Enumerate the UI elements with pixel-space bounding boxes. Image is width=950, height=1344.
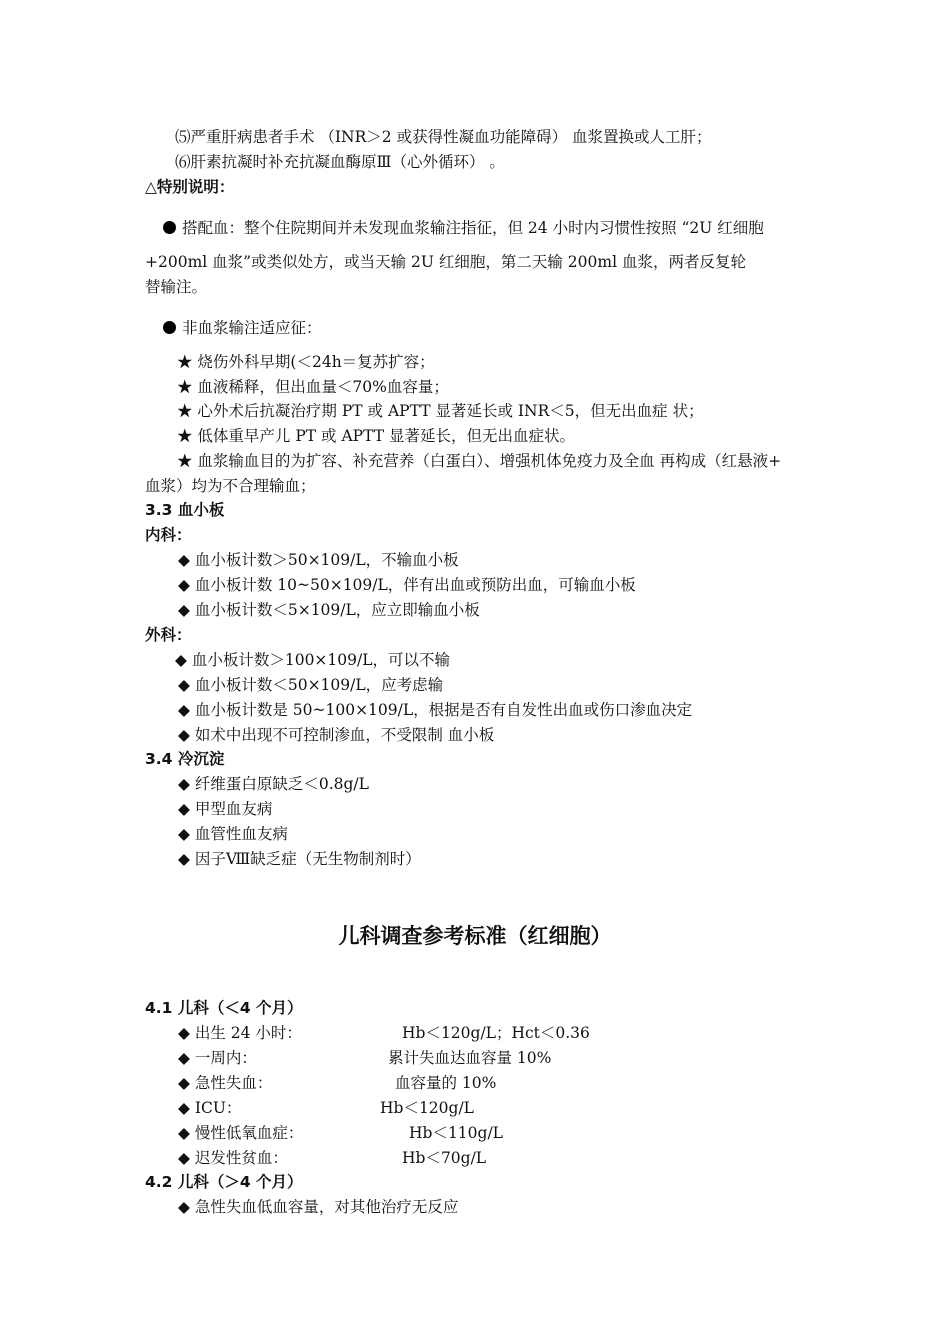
bullet-text: 搭配血：整个住院期间并未发现血浆输注指征，但 24 小时内习惯性按照 “2U 红细胞 <box>182 219 764 237</box>
bullet-paired-blood-line2: +200ml 血浆”或类似处方，或当天输 2U 红细胞，第二天输 200ml 血浆，两者反复轮 <box>145 253 746 271</box>
platelet-internal-item: ◆ 血小板计数 10~50×109/L，伴有出血或预防出血，可输血小板 <box>178 576 636 594</box>
cryo-item: ◆ 因子Ⅷ缺乏症（无生物制剂时） <box>178 850 421 868</box>
special-note-heading: △特别说明： <box>145 178 235 196</box>
cryo-item: ◆ 纤维蛋白原缺乏＜0.8g/L <box>178 775 369 793</box>
pediatric-row-value: 累计失血达血容量 10% <box>388 1049 552 1067</box>
star-item: ★ 心外术后抗凝治疗期 PT 或 APTT 显著延长或 INR＜5，但无出血症 状； <box>177 402 704 420</box>
platelet-surgery-item: ◆ 如术中出现不可控制渗血，不受限制 血小板 <box>178 726 495 744</box>
pediatric-sec2-heading: 4.2 儿科（＞4 个月） <box>145 1173 303 1191</box>
pediatric-row-label: ◆ 急性失血： <box>178 1074 273 1092</box>
platelet-heading: 3.3 血小板 <box>145 501 225 519</box>
bullet-paired-blood <box>163 218 764 238</box>
pediatric-row-value: Hb＜120g/L；Hct＜0.36 <box>402 1024 590 1042</box>
plasma-indication-5: ⑸严重肝病患者手术 （INR＞2 或获得性凝血功能障碍） 血浆置换或人工肝； <box>175 128 712 146</box>
pediatric-row-label: ◆ 出生 24 小时： <box>178 1024 302 1042</box>
pediatric-row-value: Hb＜110g/L <box>409 1124 503 1142</box>
pediatric-sec2-item: ◆ 急性失血低血容量，对其他治疗无反应 <box>178 1198 459 1216</box>
platelet-surgery-item: ◆ 血小板计数是 50~100×109/L，根据是否有自发性出血或伤口渗血决定 <box>178 701 693 719</box>
pediatric-row-label: ◆ ICU： <box>178 1099 242 1117</box>
pediatric-row-value: Hb＜70g/L <box>402 1149 487 1167</box>
bullet-dot-icon <box>163 221 176 234</box>
bullet-non-plasma <box>163 318 322 338</box>
bullet-text: 非血浆输注适应征： <box>182 319 322 337</box>
platelet-internal-item: ◆ 血小板计数＞50×109/L，不输血小板 <box>178 551 459 569</box>
surgery-label: 外科： <box>145 626 192 644</box>
pediatric-row-label: ◆ 一周内： <box>178 1049 257 1067</box>
cryo-item: ◆ 血管性血友病 <box>178 825 288 843</box>
star-item: ★ 血液稀释，但出血量＜70%血容量； <box>177 378 449 396</box>
star-item: ★ 血浆输血目的为扩容、补充营养（白蛋白）、增强机体免疫力及全血 再构成（红悬液+ <box>177 452 782 470</box>
platelet-surgery-item: ◆ 血小板计数＜50×109/L，应考虑输 <box>178 676 444 694</box>
star-item-continuation: 血浆）均为不合理输血； <box>145 477 316 495</box>
platelet-surgery-item: ◆ 血小板计数＞100×109/L，可以不输 <box>175 651 451 669</box>
bullet-paired-blood-line3: 替输注。 <box>145 278 208 296</box>
plasma-indication-6: ⑹肝素抗凝时补充抗凝血酶原Ⅲ（心外循环） 。 <box>175 153 505 171</box>
internal-medicine-label: 内科： <box>145 526 192 544</box>
star-item: ★ 烧伤外科早期(＜24h＝复苏扩容； <box>177 353 435 371</box>
bullet-dot-icon <box>163 321 176 334</box>
cryo-heading: 3.4 冷沉淀 <box>145 750 225 768</box>
pediatric-row-value: 血容量的 10% <box>395 1074 497 1092</box>
platelet-internal-item: ◆ 血小板计数＜5×109/L，应立即输血小板 <box>178 601 480 619</box>
pediatric-row-value: Hb＜120g/L <box>380 1099 474 1117</box>
pediatric-row-label: ◆ 迟发性贫血： <box>178 1149 288 1167</box>
star-item: ★ 低体重早产儿 PT 或 APTT 显著延长，但无出血症状。 <box>177 427 575 445</box>
pediatric-sec1-heading: 4.1 儿科（＜4 个月） <box>145 999 303 1017</box>
pediatric-title: 儿科调查参考标准（红细胞） <box>338 924 612 948</box>
pediatric-row-label: ◆ 慢性低氧血症： <box>178 1124 304 1142</box>
cryo-item: ◆ 甲型血友病 <box>178 800 273 818</box>
